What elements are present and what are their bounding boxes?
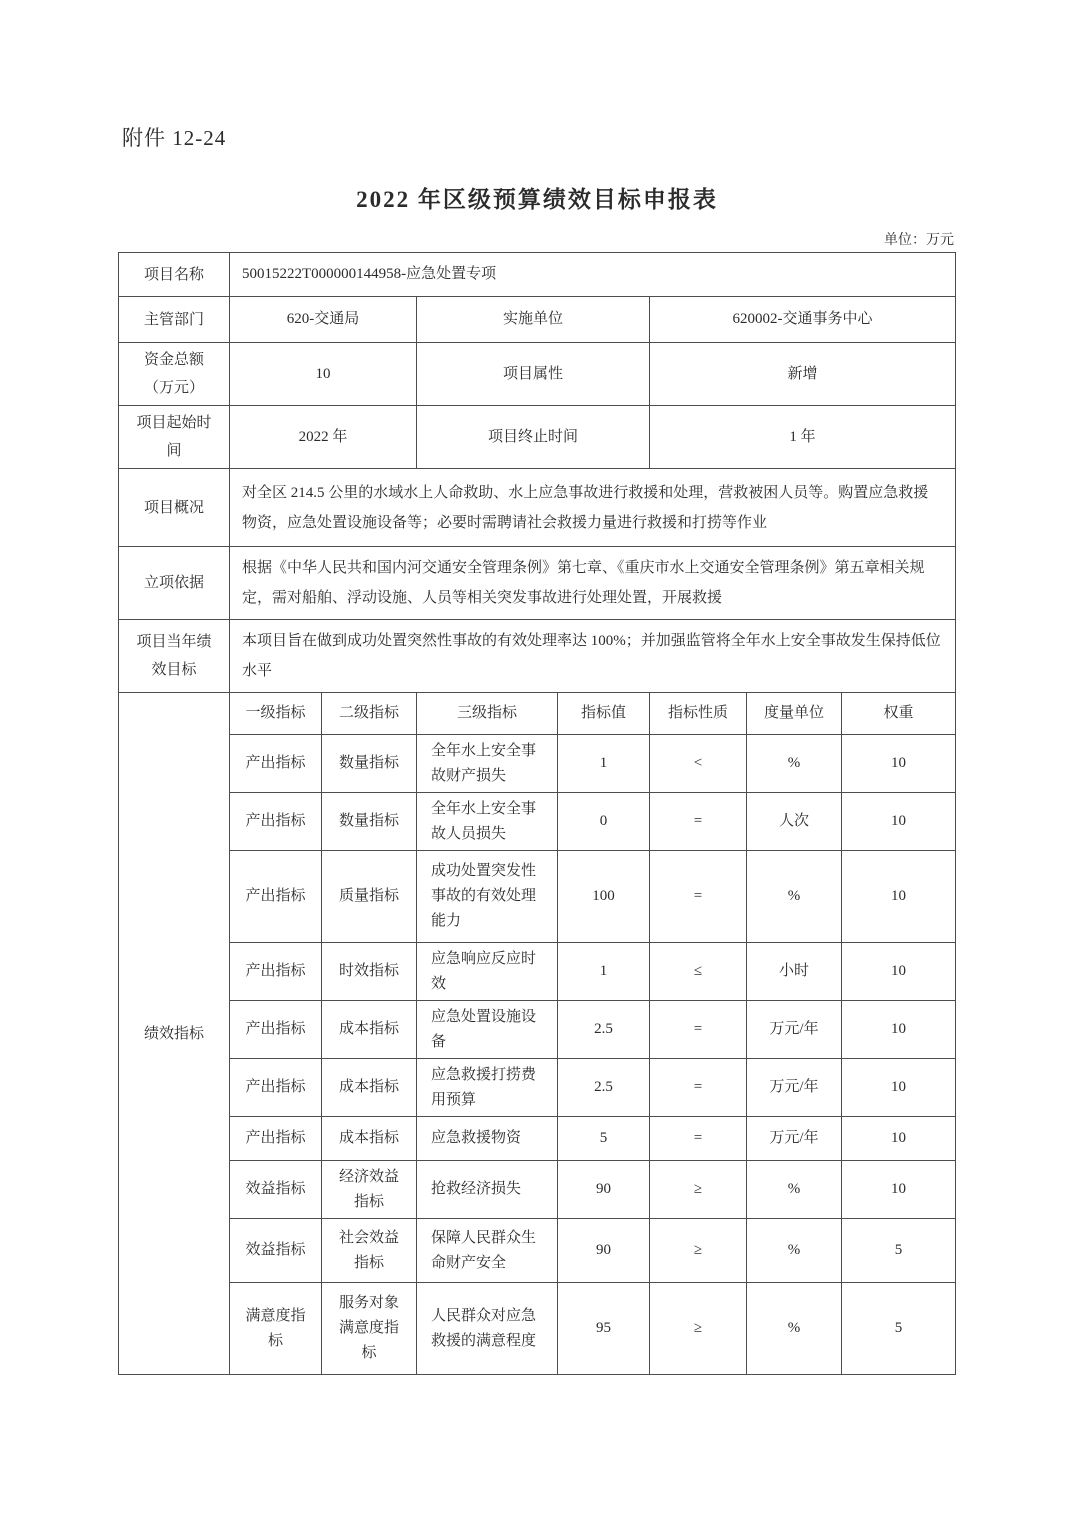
indicator-value-cell: 2.5: [558, 1059, 650, 1117]
indicator-row: [119, 1117, 956, 1161]
indicator-row: [119, 1219, 956, 1283]
indicator-level1-cell: 产出指标: [230, 793, 322, 851]
indicator-level2-cell: 服务对象满意度指标: [322, 1283, 417, 1375]
indicator-weight-cell: 10: [842, 793, 956, 851]
indicator-level2-cell: 成本指标: [322, 1059, 417, 1117]
attachment-label: 附件 12-24: [122, 126, 227, 150]
indicator-value-cell: 2.5: [558, 1001, 650, 1059]
fund-label: 资金总额（万元）: [119, 343, 230, 406]
row-goal: [119, 620, 956, 693]
declaration-table: [118, 252, 956, 1375]
indicator-unit-cell: 人次: [747, 793, 842, 851]
indicator-weight-cell: 10: [842, 1117, 956, 1161]
indicator-unit-cell: %: [747, 1161, 842, 1219]
indicator-weight-cell: 10: [842, 851, 956, 943]
indicator-unit-cell: 万元/年: [747, 1117, 842, 1161]
basis-label: 立项依据: [119, 547, 230, 620]
project-name-value: 50015222T000000144958-应急处置专项: [230, 253, 956, 297]
indicator-level2-cell: 数量指标: [322, 735, 417, 793]
overview-label: 项目概况: [119, 469, 230, 547]
row-department: [119, 297, 956, 343]
declaration-table-body: [119, 253, 956, 1375]
indicator-row: [119, 1059, 956, 1117]
indicator-level2-cell: 时效指标: [322, 943, 417, 1001]
indicator-level2-cell: 数量指标: [322, 793, 417, 851]
indicator-level1-cell: 产出指标: [230, 943, 322, 1001]
indicator-value-cell: 1: [558, 735, 650, 793]
indicator-unit-cell: 万元/年: [747, 1059, 842, 1117]
indicator-value-cell: 1: [558, 943, 650, 1001]
indicator-nature-cell: ≥: [650, 1283, 747, 1375]
indicator-level3-cell: 应急救援打捞费用预算: [417, 1059, 558, 1117]
indicator-section-label: 绩效指标: [119, 693, 230, 1375]
indicator-level1-cell: 效益指标: [230, 1219, 322, 1283]
indicator-header-weight: 权重: [842, 693, 956, 735]
indicator-header-level1: 一级指标: [230, 693, 322, 735]
indicator-value-cell: 5: [558, 1117, 650, 1161]
attr-label: 项目属性: [417, 343, 650, 406]
indicator-weight-cell: 10: [842, 1001, 956, 1059]
indicator-level2-cell: 成本指标: [322, 1117, 417, 1161]
indicator-row: [119, 735, 956, 793]
indicator-level3-cell: 人民群众对应急救援的满意程度: [417, 1283, 558, 1375]
indicator-level1-cell: 满意度指标: [230, 1283, 322, 1375]
row-basis: [119, 547, 956, 620]
indicator-weight-cell: 10: [842, 735, 956, 793]
indicator-value-cell: 95: [558, 1283, 650, 1375]
indicator-unit-cell: %: [747, 1219, 842, 1283]
indicator-level3-cell: 应急处置设施设备: [417, 1001, 558, 1059]
indicator-row: [119, 851, 956, 943]
basis-value: 根据《中华人民共和国内河交通安全管理条例》第七章、《重庆市水上交通安全管理条例》第五章相关规定，需对船舶、浮动设施、人员等相关突发事故进行处理处置，开展救援: [230, 547, 956, 620]
indicator-nature-cell: =: [650, 1001, 747, 1059]
row-project-name: [119, 253, 956, 297]
indicator-level1-cell: 产出指标: [230, 735, 322, 793]
indicator-level2-cell: 社会效益指标: [322, 1219, 417, 1283]
indicator-level1-cell: 产出指标: [230, 851, 322, 943]
goal-label: 项目当年绩效目标: [119, 620, 230, 693]
start-value: 2022 年: [230, 406, 417, 469]
indicator-level2-cell: 经济效益指标: [322, 1161, 417, 1219]
unit-note: 单位：万元: [884, 233, 954, 248]
end-value: 1 年: [650, 406, 956, 469]
indicator-level2-cell: 质量指标: [322, 851, 417, 943]
indicator-level2-cell: 成本指标: [322, 1001, 417, 1059]
project-name-label: 项目名称: [119, 253, 230, 297]
indicator-header-level3: 三级指标: [417, 693, 558, 735]
start-label: 项目起始时间: [119, 406, 230, 469]
indicator-header-row: [119, 693, 956, 735]
attr-value: 新增: [650, 343, 956, 406]
indicator-level3-cell: 抢救经济损失: [417, 1161, 558, 1219]
row-overview: [119, 469, 956, 547]
indicator-value-cell: 0: [558, 793, 650, 851]
indicator-header-value: 指标值: [558, 693, 650, 735]
indicator-value-cell: 90: [558, 1161, 650, 1219]
indicator-header-nature: 指标性质: [650, 693, 747, 735]
indicator-weight-cell: 10: [842, 1059, 956, 1117]
indicator-row: [119, 1161, 956, 1219]
indicator-row: [119, 1001, 956, 1059]
dept-label: 主管部门: [119, 297, 230, 343]
row-funding: [119, 343, 956, 406]
indicator-unit-cell: 万元/年: [747, 1001, 842, 1059]
indicator-weight-cell: 10: [842, 943, 956, 1001]
indicator-level3-cell: 保障人民群众生命财产安全: [417, 1219, 558, 1283]
impl-label: 实施单位: [417, 297, 650, 343]
indicator-level3-cell: 全年水上安全事故财产损失: [417, 735, 558, 793]
indicator-level3-cell: 应急救援物资: [417, 1117, 558, 1161]
page-title: 2022 年区级预算绩效目标申报表: [356, 187, 718, 212]
indicator-nature-cell: =: [650, 1117, 747, 1161]
indicator-weight-cell: 5: [842, 1283, 956, 1375]
indicator-header-level2: 二级指标: [322, 693, 417, 735]
indicator-unit-cell: %: [747, 1283, 842, 1375]
end-label: 项目终止时间: [417, 406, 650, 469]
goal-value: 本项目旨在做到成功处置突然性事故的有效处理率达 100%；并加强监管将全年水上安全事故发生保持低位水平: [230, 620, 956, 693]
indicator-row: [119, 793, 956, 851]
indicator-unit-cell: %: [747, 735, 842, 793]
indicator-value-cell: 90: [558, 1219, 650, 1283]
indicator-weight-cell: 10: [842, 1161, 956, 1219]
indicator-nature-cell: ≥: [650, 1161, 747, 1219]
indicator-nature-cell: =: [650, 851, 747, 943]
fund-value: 10: [230, 343, 417, 406]
indicator-level3-cell: 应急响应反应时效: [417, 943, 558, 1001]
indicator-row: [119, 1283, 956, 1375]
indicator-unit-cell: %: [747, 851, 842, 943]
indicator-level1-cell: 产出指标: [230, 1059, 322, 1117]
overview-value: 对全区 214.5 公里的水域水上人命救助、水上应急事故进行救援和处理，营救被困人员等。购置应急救援物资，应急处置设施设备等；必要时需聘请社会救援力量进行救援和打捞等作业: [230, 469, 956, 547]
dept-value: 620-交通局: [230, 297, 417, 343]
indicator-nature-cell: =: [650, 793, 747, 851]
indicator-level1-cell: 效益指标: [230, 1161, 322, 1219]
indicator-level3-cell: 成功处置突发性事故的有效处理能力: [417, 851, 558, 943]
indicator-row: [119, 943, 956, 1001]
indicator-level1-cell: 产出指标: [230, 1001, 322, 1059]
indicator-nature-cell: ≤: [650, 943, 747, 1001]
indicator-level3-cell: 全年水上安全事故人员损失: [417, 793, 558, 851]
indicator-nature-cell: ≥: [650, 1219, 747, 1283]
indicator-weight-cell: 5: [842, 1219, 956, 1283]
impl-value: 620002-交通事务中心: [650, 297, 956, 343]
indicator-level1-cell: 产出指标: [230, 1117, 322, 1161]
indicator-value-cell: 100: [558, 851, 650, 943]
indicator-header-unit: 度量单位: [747, 693, 842, 735]
row-timeframe: [119, 406, 956, 469]
indicator-nature-cell: =: [650, 1059, 747, 1117]
indicator-nature-cell: <: [650, 735, 747, 793]
indicator-unit-cell: 小时: [747, 943, 842, 1001]
